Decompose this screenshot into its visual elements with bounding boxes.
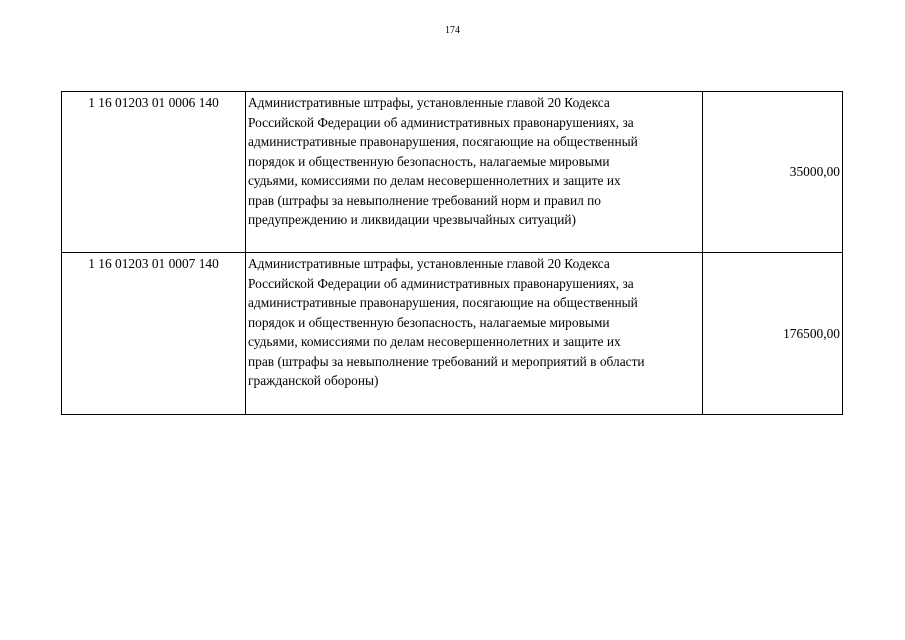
description-line: административные правонарушения, посягающие на общественный (248, 295, 638, 310)
description-line: судьями, комиссиями по делам несовершеннолетних и защите их (248, 173, 621, 188)
budget-table (61, 91, 843, 415)
description-line: порядок и общественную безопасность, налагаемые мировыми (248, 153, 610, 169)
description-line: Административные штрафы, установленные главой 20 Кодекса (248, 256, 610, 271)
table-row (62, 92, 843, 253)
description-cell (246, 92, 703, 253)
description-line: порядок и общественную безопасность, налагаемые мировыми (248, 314, 610, 330)
classification-code-cell: 1 16 01203 01 0006 140 (62, 92, 246, 253)
description-line: гражданской обороны) (248, 373, 379, 388)
description-line: судьями, комиссиями по делам несовершеннолетних и защите их (248, 334, 621, 349)
description-line: прав (штрафы за невыполнение требований норм и правил по (248, 192, 602, 208)
classification-code-cell: 1 16 01203 01 0007 140 (62, 253, 246, 415)
description-line: административные правонарушения, посягающие на общественный (248, 134, 638, 149)
description-line: прав (штрафы за невыполнение требований и мероприятий в области (248, 353, 645, 369)
description-line: Российской Федерации об административных правонарушениях, за (248, 275, 634, 291)
description-line: предупреждению и ликвидации чрезвычайных ситуаций) (248, 212, 576, 227)
description-cell (246, 253, 703, 415)
description-line: Административные штрафы, установленные главой 20 Кодекса (248, 95, 610, 110)
table-row (62, 253, 843, 415)
amount-cell: 176500,00 (703, 253, 843, 415)
page-number: 174 (445, 25, 460, 36)
description-line: Российской Федерации об административных правонарушениях, за (248, 114, 634, 130)
amount-cell: 35000,00 (703, 92, 843, 253)
